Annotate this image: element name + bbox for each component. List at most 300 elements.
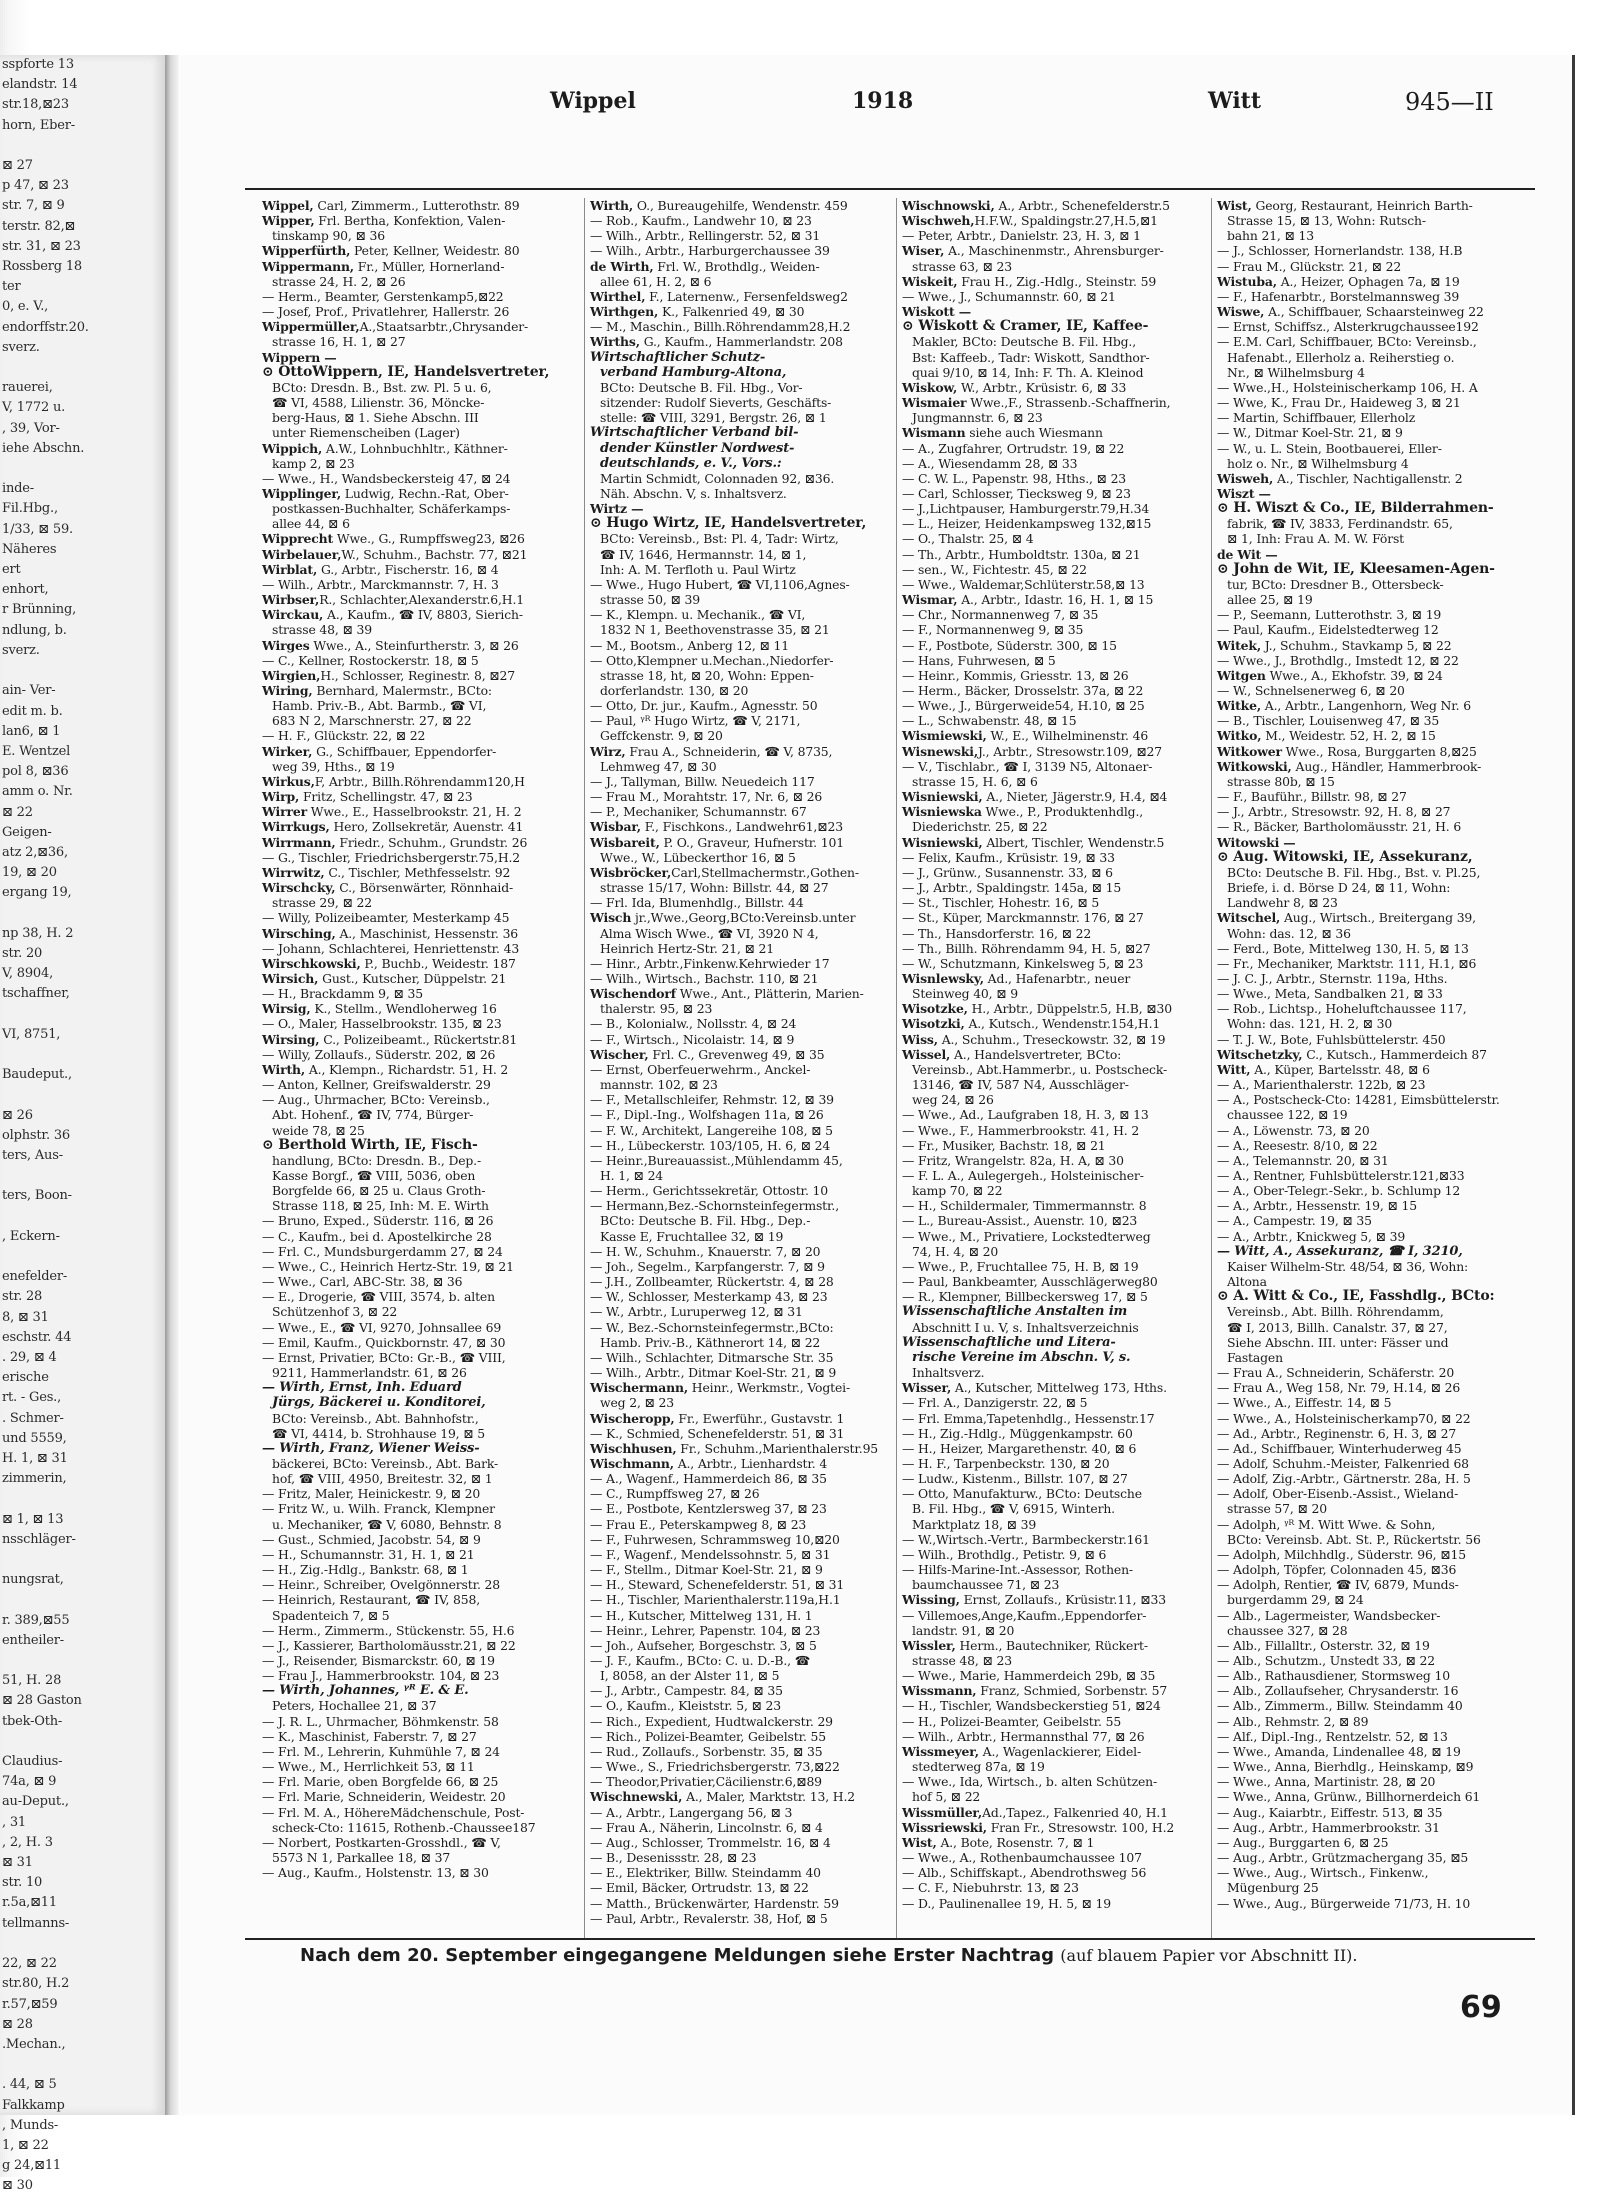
directory-entry [902,1623,1224,1638]
entry-details: Fran Fr., Stresowstr. 100, H.2 [986,1819,1175,1835]
entry-details: Spadenteich 7, ⊠ 5 [272,1607,390,1623]
entry-surname: ⊙ Berthold Wirth, [262,1136,400,1153]
entry-surname: Wipplinger, [262,485,341,501]
entry-details: — J., Arbtr., Stresowstr. 92, H. 8, ⊠ 27 [1217,804,1451,820]
entry-details: — Adolph, Milchhdlg., Süderstr. 96, ⊠15 [1217,1546,1466,1562]
entry-details: — F., Hafenarbtr., Borstelmannsweg 39 [1217,288,1460,304]
fragment-line: 8, ⊠ 31 [2,1309,49,1325]
directory-entry [902,319,1224,334]
entry-details: Frl. C., Grevenweg 49, ⊠ 35 [648,1046,825,1062]
entry-details: IE, Handelsvertreter, [382,363,550,380]
directory-entry [262,1517,584,1532]
directory-entry [902,1820,1224,1835]
directory-entry [590,1896,912,1911]
directory-entry [262,1426,584,1441]
directory-entry [902,1486,1224,1501]
directory-entry [902,441,1224,456]
directory-entry [590,213,912,228]
directory-entry [902,1001,1224,1016]
entry-details: — Adolf, Zig.-Arbtr., Gärtnerstr. 28a, H. 5 [1217,1471,1471,1487]
entry-surname: Wissmann, [902,1683,977,1699]
entry-details: — A., Arbtr., Knickweg 5, ⊠ 39 [1217,1228,1406,1244]
fragment-line: 51, H. 28 [2,1673,62,1689]
directory-entry [590,365,912,380]
entry-surname: Wirges [262,637,310,653]
directory-entry [902,1047,1224,1062]
entry-details: G., Schiffbauer, Eppendorfer- [312,743,497,759]
entry-details: — Rich., Polizei-Beamter, Geibelstr. 55 [590,1728,827,1744]
directory-entry [1217,350,1539,365]
directory-entry [590,319,912,334]
entry-details: — H., Zig.-Hdlg., Bankstr. 68, ⊠ 1 [262,1562,469,1578]
fragment-line: enhort, [2,582,49,598]
directory-entry [590,1729,912,1744]
entry-details: Wwe., E., Hasselbrookstr. 21, H. 2 [306,804,522,820]
entry-details: — Wwe., Aug., Wirtsch., Finkenw., [1217,1865,1429,1881]
entry-surname: Witkowski, [1217,758,1292,774]
directory-entry [902,1714,1224,1729]
entry-surname: Jürgs, [272,1395,315,1411]
entry-details: — Adolf, Schuhm.-Meister, Falkenried 68 [1217,1455,1469,1471]
entry-details: — Norbert, Postkarten-Grosshdl., ☎ V, [262,1834,501,1850]
entry-surname: Wisnewski, [902,743,979,759]
entry-details: Hafenabt., Ellerholz a. Reiherstieg o. [1227,349,1455,365]
entry-details: Friedr., Schuhm., Grundstr. 26 [335,834,528,850]
entry-surname: Wisniewska [902,804,982,820]
directory-entry [262,1289,584,1304]
fragment-line: sverz. [2,339,40,355]
entry-details: BCto: Deutsche B. Fil. Hbg., Vor- [600,379,803,395]
entry-details: stedterweg 87a, ⊠ 19 [912,1759,1045,1775]
directory-entry [590,304,912,319]
entry-details: Frl. W., Brothdlg., Weiden- [653,258,820,274]
fragment-line: tbek-Oth- [2,1713,63,1729]
footer-rule [245,1938,1535,1940]
directory-entry [590,1092,912,1107]
fragment-line: und 5559, [2,1430,67,1446]
directory-entry [262,1380,584,1395]
directory-entry [1217,804,1539,819]
entry-details: Ad.,Tapez., Falkenried 40, H.1 [982,1804,1168,1820]
directory-entry [902,683,1224,698]
entry-details: — A., Ober-Telegr.-Sekr., b. Schlump 12 [1217,1183,1461,1199]
entry-details: — Wwe., Anna, Grünw., Billhornerdeich 61 [1217,1789,1481,1805]
entry-details: — A., Zugfahrer, Ortrudstr. 19, ⊠ 22 [902,440,1125,456]
fragment-line [0,1651,165,1671]
directory-entry [902,956,1224,971]
entry-details: — E., Postbote, Kentzlersweg 37, ⊠ 23 [590,1501,827,1517]
entry-surname: Wirschkowski, [262,955,361,971]
entry-details: — A., Postscheck-Cto: 14281, Eimsbüttelerstr. [1217,1092,1500,1108]
entry-details: — J. R. L., Uhrmacher, Böhmkenstr. 58 [262,1713,499,1729]
directory-entry [262,774,584,789]
book-gutter [165,55,179,2115]
directory-entry [262,1138,584,1153]
directory-entry [262,1653,584,1668]
fragment-line: amm o. Nr. [2,784,73,800]
fragment-line [0,1489,165,1509]
directory-entry [902,1244,1224,1259]
entry-details: Ernst, Zollaufs., Krüsistr.11, ⊠33 [959,1592,1166,1608]
directory-entry [902,1562,1224,1577]
fragment-line: iehe Abschn. [2,440,85,456]
entry-details: Alma Wisch Wwe., ☎ VI, 3920 N 4, [600,925,819,941]
fragment-line [0,358,165,378]
entry-details: — M., Maschin., Billh.Röhrendamm28,H.2 [590,319,851,335]
entry-details: — Heinrich, Restaurant, ☎ IV, 858, [262,1592,481,1608]
entry-details: — Wilh., Schlachter, Ditmarsche Str. 35 [590,1349,834,1365]
entry-details: — Ludw., Kistenm., Billstr. 107, ⊠ 27 [902,1471,1128,1487]
entry-details: — F., Stellm., Ditmar Koel-Str. 21, ⊠ 9 [590,1562,823,1578]
fragment-line [0,904,165,924]
fragment-line: nungsrat, [2,1572,64,1588]
directory-entry [262,971,584,986]
entry-details: — Paul, Arbtr., Revalerstr. 38, Hof, ⊠ 5 [590,1910,828,1926]
column-divider [1211,198,1212,1938]
directory-entry [262,1213,584,1228]
directory-entry [262,1153,584,1168]
directory-entry [590,1759,912,1774]
directory-entry [1217,531,1539,546]
entry-details: — E.M. Carl, Schiffbauer, BCto: Vereinsb., [1217,334,1477,350]
entry-details: — O., Maler, Hasselbrookstr. 135, ⊠ 23 [262,1016,502,1032]
entry-details: — Wwe., Ida, Wirtsch., b. alten Schützen- [902,1774,1158,1790]
entry-details: — Wwe., Anna, Bierhdlg., Heinskamp, ⊠9 [1217,1759,1474,1775]
directory-entry [1217,1835,1539,1850]
directory-entry [590,1380,912,1395]
fragment-line: ⊠ 28 Gaston [2,1693,82,1709]
entry-details: — Johann, Schlachterei, Henriettenstr. 43 [262,940,520,956]
directory-entry [590,1744,912,1759]
entry-details: — Wilh., Arbtr., Hermannsthal 77, ⊠ 26 [902,1728,1145,1744]
directory-entry [1217,456,1539,471]
entry-surname: ⊙ John de Wit, [1217,560,1329,577]
entry-details: burgerdamm 29, ⊠ 24 [1227,1592,1364,1608]
entry-details: H., Arbtr., Düppelstr.5, H.B, ⊠30 [967,1001,1173,1017]
directory-entry [902,1229,1224,1244]
entry-details: Strasse 15, ⊠ 13, Wohn: Rutsch- [1227,213,1426,229]
directory-entry [1217,1274,1539,1289]
entry-details: im Abschn. V, s. [1014,1349,1131,1365]
directory-entry [262,622,584,637]
entry-details: — F., Normannenweg 9, ⊠ 35 [902,622,1084,638]
directory-entry [590,1411,912,1426]
directory-entry [1217,1623,1539,1638]
entry-details: — A., Arbtr., Hessenstr. 19, ⊠ 15 [1217,1198,1417,1214]
entry-surname: Wirrer [262,804,307,820]
directory-entry [262,683,584,698]
entry-details: — J., Arbtr., Campestr. 84, ⊠ 35 [590,1683,783,1699]
directory-entry [590,1426,912,1441]
directory-entry [262,1062,584,1077]
entry-details: — Frl. Marie, oben Borgfelde 66, ⊠ 25 [262,1774,499,1790]
directory-entry [902,713,1224,728]
entry-details: strasse 48, ⊠ 23 [912,1653,1012,1668]
directory-entry [902,395,1224,410]
entry-details: A., Küper, Bartelsstr. 48, ⊠ 6 [1250,1061,1430,1077]
entry-details: — H., Kutscher, Mittelweg 131, H. 1 [590,1607,813,1623]
directory-entry [590,1123,912,1138]
entry-details: — Wwe., Carl, ABC-Str. 38, ⊠ 36 [262,1274,463,1290]
directory-entry [262,1244,584,1259]
entry-details: landstr. 91, ⊠ 20 [912,1622,1015,1638]
entry-details: — Peter, Arbtr., Danielstr. 23, H. 3, ⊠ 1 [902,228,1141,244]
entry-details: — Wwe., Marie, Hammerdeich 29b, ⊠ 35 [902,1668,1156,1684]
entry-details: u. Mechaniker, ☎ V, 6080, Behnstr. 8 [272,1516,502,1532]
entry-details: — W., Schutzmann, Kinkelsweg 5, ⊠ 23 [902,955,1144,971]
entry-details: allee 25, ⊠ 19 [1227,592,1313,608]
directory-entry [590,1592,912,1607]
entry-details: hof, ☎ VIII, 4950, Breitestr. 32, ⊠ 1 [272,1471,493,1487]
entry-details: — B., Kolonialw., Nollsstr. 4, ⊠ 24 [590,1016,797,1032]
entry-details: — W., Schnelsenerweg 6, ⊠ 20 [1217,683,1405,698]
directory-entry [1217,486,1539,501]
directory-entry [262,1047,584,1062]
directory-entry [590,1198,912,1213]
directory-entry [1217,319,1539,334]
fragment-line: ⊠ 1, ⊠ 13 [2,1511,64,1527]
entry-details: — Adolph, ᵞᴿ M. Witt Wwe. & Sohn, [1217,1516,1436,1532]
entry-surname: Wirth, [590,198,634,213]
entry-surname: Wissriewski, [902,1819,987,1835]
directory-entry [1217,1683,1539,1698]
fragment-line: , Eckern- [2,1228,60,1244]
directory-entry [1217,274,1539,289]
entry-details: — Wilh., Brothdlg., Petistr. 9, ⊠ 6 [902,1546,1107,1562]
fragment-line: tschaffner, [2,986,70,1002]
entry-details: — H., Polizei-Beamter, Geibelstr. 55 [902,1713,1122,1729]
entry-details: — A., Campestr. 19, ⊠ 35 [1217,1213,1372,1229]
directory-entry [1217,289,1539,304]
directory-entry [1217,259,1539,274]
entry-details: Heinrich Hertz-Str. 21, ⊠ 21 [600,940,775,956]
entry-details: — Ernst, Oberfeuerwehrm., Anckel- [590,1061,811,1077]
directory-entry [262,865,584,880]
directory-entry [262,198,584,213]
directory-entry [902,1880,1224,1895]
directory-entry [1217,1016,1539,1031]
entry-details: — J.H., Zollbeamter, Rückertstr. 4, ⊠ 28 [590,1274,834,1290]
entry-details: — Th., Hansdorferstr. 16, ⊠ 22 [902,925,1092,941]
fragment-line: Fil.Hbg., [2,501,58,517]
entry-details: A., Tischler, Nachtigallenstr. 2 [1273,470,1463,486]
directory-entry [902,1304,1224,1319]
directory-entry [902,1835,1224,1850]
directory-entry [902,1077,1224,1092]
entry-details: — Wwe., A., Holsteinischerkamp70, ⊠ 22 [1217,1410,1471,1426]
directory-entry [590,941,912,956]
directory-entry [590,471,912,486]
entry-details: Näh. Abschn. V, s. Inhaltsverz. [600,485,787,501]
directory-entry [262,1198,584,1213]
directory-entry [262,744,584,759]
directory-entry [1217,1789,1539,1804]
fragment-line [0,136,165,156]
directory-entry [262,1335,584,1350]
directory-entry [590,1880,912,1895]
entry-details: A., Nieter, Jägerstr.9, H.4, ⊠4 [982,789,1168,805]
entry-details: Briefe, i. d. Börse D 24, ⊠ 11, Wohn: [1227,880,1451,896]
fragment-line: ⊠ 26 [2,1107,33,1123]
directory-entry [262,365,584,380]
fragment-line: enefelder- [2,1269,68,1285]
directory-entry [590,1805,912,1820]
entry-details: — F., Fuhrwesen, Schrammsweg 10,⊠20 [590,1531,840,1547]
entry-details: — J. F., Kaufm., BCto: C. u. D.-B., ☎ [590,1653,811,1668]
entry-details: — Josef, Prof., Privatlehrer, Hallerstr. 26 [262,304,510,320]
entry-details: F., Fischkons., Landwehr61,⊠23 [640,819,843,835]
entry-details: — Aug., Schlosser, Trommelstr. 16, ⊠ 4 [590,1834,831,1850]
directory-entry [1217,1471,1539,1486]
directory-entry [1217,1729,1539,1744]
directory-entry [590,1244,912,1259]
fragment-line: pol 8, ⊠36 [2,764,69,780]
header-rule [245,188,1535,190]
entry-details: — Otto,Klempner u.Mechan.,Niedorfer- [590,652,834,668]
entry-details: — V., Tischlabr., ☎ I, 3139 N5, Altonaer- [902,758,1153,774]
directory-entry [262,410,584,425]
directory-entry [902,1683,1224,1698]
directory-entry [1217,910,1539,925]
fragment-line: 0, e. V., [2,299,49,315]
entry-details: F., Laternenw., Fersenfeldsweg2 [645,288,848,304]
entry-details: — Frau A., Weg 158, Nr. 79, H.14, ⊠ 26 [1217,1380,1461,1396]
directory-entry [262,531,584,546]
directory-entry [590,850,912,865]
fragment-line: ⊠ 28 [2,2016,33,2032]
entry-details: — Th., Billh. Röhrendamm 94, H. 5, ⊠27 [902,940,1151,956]
entry-details: — Willy, Zollaufs., Süderstr. 202, ⊠ 26 [262,1046,496,1062]
directory-entry [590,1850,912,1865]
entry-details: — Chr., Normannenweg 7, ⊠ 35 [902,607,1099,623]
directory-entry [1217,1047,1539,1062]
directory-entry [902,1092,1224,1107]
directory-entry [1217,1259,1539,1274]
entry-surname: Wissenschaftliche und Litera- [902,1334,1116,1350]
column-divider [584,198,585,1938]
entry-details: kamp 70, ⊠ 22 [912,1183,1003,1199]
footer-note [300,1945,1500,1966]
entry-surname: Witko, [1217,728,1262,744]
entry-details: — F., Bauführ., Billstr. 98, ⊠ 27 [1217,789,1407,805]
entry-details: — Wilh., Arbtr., Marckmannstr. 7, H. 3 [262,576,499,592]
directory-entry [262,880,584,895]
entry-surname: ⊙ Wiskott & Cramer, [902,318,1062,335]
entry-details: thalerstr. 95, ⊠ 23 [600,1001,713,1017]
directory-entry [590,456,912,471]
directory-entry [590,638,912,653]
directory-entry [1217,1517,1539,1532]
entry-details: — J., Tallyman, Billw. Neuedeich 117 [590,773,815,789]
directory-entry [262,1820,584,1835]
entry-details: — Wwe., Aug., Bürgerweide 71/73, H. 10 [1217,1895,1471,1911]
entry-details: Wiener Weiss- [373,1440,480,1456]
directory-entry [262,1016,584,1031]
directory-entry [1217,1304,1539,1319]
entry-details: — Frau E., Peterskampweg 8, ⊠ 23 [590,1516,807,1532]
entry-details: chaussee 327, ⊠ 28 [1227,1622,1348,1638]
directory-entry [902,789,1224,804]
header-page-number: 945—II [1405,88,1494,116]
directory-entry [902,1274,1224,1289]
entry-details: — Hilfs-Marine-Int.-Assessor, Rothen- [902,1562,1133,1578]
directory-entry [902,986,1224,1001]
directory-entry [1217,1744,1539,1759]
entry-details: — E., Drogerie, ☎ VIII, 3574, b. alten [262,1289,495,1305]
entry-details: — Alb., Schiffskapt., Abendrothsweg 56 [902,1865,1147,1881]
entry-details: kamp 2, ⊠ 23 [272,455,355,471]
fragment-line: ⊠ 31 [2,1855,33,1871]
directory-entry [262,1092,584,1107]
directory-entry [590,577,912,592]
directory-entry [262,986,584,1001]
directory-entry [902,1183,1224,1198]
entry-details: — Willy, Polizeibeamter, Mesterkamp 45 [262,910,510,926]
directory-entry [1217,1062,1539,1077]
directory-entry [590,1001,912,1016]
entry-details: — Gust., Schmied, Jacobstr. 54, ⊠ 9 [262,1531,481,1547]
entry-details: — Emil, Bäcker, Ortrudstr. 13, ⊠ 22 [590,1880,809,1896]
entry-details: Peter, Kellner, Weidestr. 80 [350,243,520,259]
entry-surname: Wissmeyer, [902,1743,979,1759]
directory-entry [590,1138,912,1153]
entry-details: — A., Rentner, Fuhlsbüttelerstr.121,⊠33 [1217,1168,1465,1183]
entry-surname: Wischhusen, [590,1440,677,1456]
directory-entry [1217,1229,1539,1244]
entry-surname: Wischnowski, [902,198,995,213]
entry-details: — Fritz, Wrangelstr. 82a, H. A, ⊠ 30 [902,1152,1124,1168]
entry-details: strasse 15, H. 6, ⊠ 6 [912,773,1038,789]
entry-details: — Wwe., A., Rothenbaumchaussee 107 [902,1850,1142,1866]
fragment-line [0,1550,165,1570]
footer-note-bold: Nach dem 20. September eingegangene Meldungen siehe Erster Nachtrag [300,1945,1055,1966]
entry-details: tur, BCto: Dresdner B., Ottersbeck- [1227,576,1444,592]
directory-entry [1217,1168,1539,1183]
directory-entry [590,1016,912,1031]
entry-surname: rische Vereine [912,1349,1015,1365]
entry-surname: Wirsig, [262,1001,311,1017]
entry-details: M., Weidestr. 52, H. 2, ⊠ 15 [1261,728,1436,744]
entry-details: — Wwe., M., Privatiere, Lockstedterweg [902,1228,1151,1244]
directory-entry [590,410,912,425]
directory-entry [262,1259,584,1274]
entry-details: — K., Schmied, Schenefelderstr. 51, ⊠ 31 [590,1425,845,1441]
directory-entry [1217,1153,1539,1168]
directory-entry [1217,744,1539,759]
directory-entry [590,622,912,637]
entry-details: C., Kutsch., Hammerdeich 87 [1302,1046,1487,1062]
entry-details: — Frl. Ida, Blumenhdlg., Billstr. 44 [590,895,804,911]
fragment-line: ⊠ 22 [2,804,33,820]
directory-entry [1217,1411,1539,1426]
directory-entry [590,1274,912,1289]
column-3 [902,198,1224,1938]
directory-entry [590,1456,912,1471]
directory-entry [590,728,912,743]
directory-entry [262,501,584,516]
entry-details: IE, Fasshdlg., BCto: [1337,1288,1495,1305]
header-first-entry: Wippel [550,88,636,114]
directory-entry [902,1547,1224,1562]
entry-surname: Wirbser, [262,592,320,608]
entry-details: — Martin, Schiffbauer, Ellerholz [1217,410,1416,426]
directory-entry [590,880,912,895]
fragment-line: , 31 [2,1814,27,1830]
directory-entry [902,1380,1224,1395]
directory-entry [902,274,1224,289]
entry-details: strasse 18, ht, ⊠ 20, Wohn: Eppen- [600,667,814,683]
entry-details: — Herm., Gerichtssekretär, Ottostr. 10 [590,1183,829,1199]
